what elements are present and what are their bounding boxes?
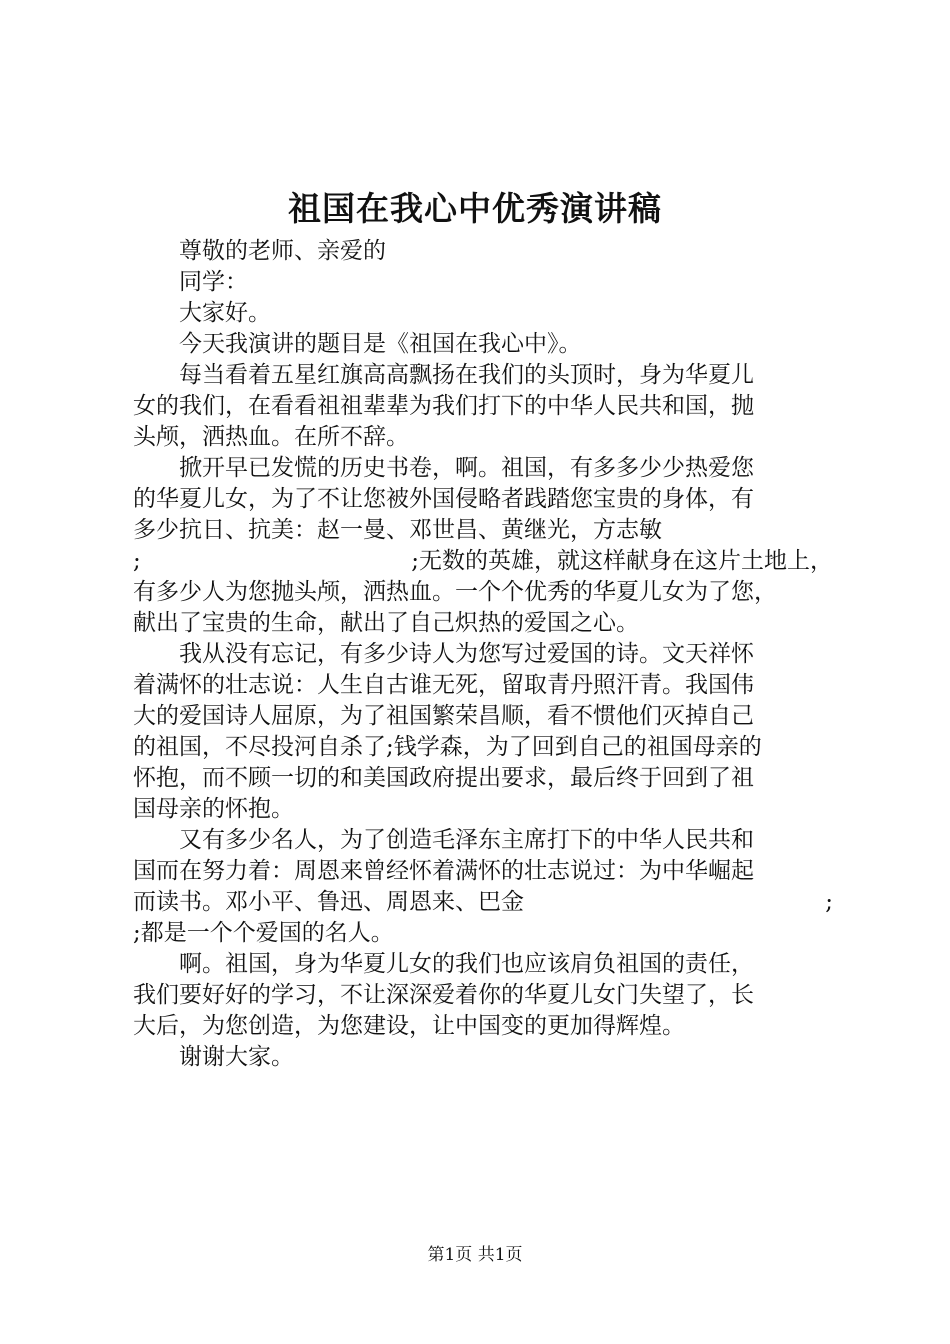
text-line: 尊敬的老师、亲爱的 — [179, 238, 386, 264]
text-line: 我从没有忘记，有多少诗人为您写过爱国的诗。文天祥怀 — [179, 641, 754, 667]
text-line: 国母亲的怀抱。 — [133, 796, 294, 822]
text-line: 大后，为您创造，为您建设，让中国变的更加得辉煌。 — [133, 1013, 685, 1039]
text-line: 女的我们，在看看祖祖辈辈为我们打下的中华人民共和国，抛 — [133, 393, 754, 419]
text-line: 怀抱，而不顾一切的和美国政府提出要求，最后终于回到了祖 — [133, 765, 754, 791]
text-fragment: ; — [825, 889, 833, 915]
text-line: 啊。祖国，身为华夏儿女的我们也应该肩负祖国的责任， — [179, 951, 754, 977]
text-line: 头颅，洒热血。在所不辞。 — [133, 424, 409, 450]
document-title: 祖国在我心中优秀演讲稿 — [288, 189, 662, 228]
text-line: 有多少人为您抛头颅，洒热血。一个个优秀的华夏儿女为了您， — [133, 579, 777, 605]
text-line: 每当看着五星红旗高高飘扬在我们的头顶时，身为华夏儿 — [179, 362, 754, 388]
text-line: 大的爱国诗人屈原，为了祖国繁荣昌顺，看不惯他们灭掉自己 — [133, 703, 754, 729]
text-line: 多少抗日、抗美：赵一曼、邓世昌、黄继光，方志敏 — [133, 517, 662, 543]
text-line: 谢谢大家。 — [179, 1044, 294, 1070]
text-line: 献出了宝贵的生命，献出了自己炽热的爱国之心。 — [133, 610, 639, 636]
text-line: 又有多少名人，为了创造毛泽东主席打下的中华人民共和 — [179, 827, 754, 853]
text-line: 大家好。 — [179, 300, 271, 326]
text-fragment: 而读书。邓小平、鲁迅、周恩来、巴金 — [133, 889, 524, 915]
text-line: 的祖国，不尽投河自杀了;钱学森，为了回到自己的祖国母亲的 — [133, 734, 762, 760]
text-line: 的华夏儿女，为了不让您被外国侵略者践踏您宝贵的身体，有 — [133, 486, 754, 512]
text-line-split — [133, 546, 833, 577]
text-line: 国而在努力着：周恩来曾经怀着满怀的壮志说过：为中华崛起 — [133, 858, 754, 884]
text-line: 着满怀的壮志说：人生自古谁无死，留取青丹照汗青。我国伟 — [133, 672, 754, 698]
text-line: 我们要好好的学习，不让深深爱着你的华夏儿女门失望了，长 — [133, 982, 754, 1008]
text-line-split — [133, 887, 833, 918]
text-line: 今天我演讲的题目是《祖国在我心中》。 — [179, 331, 582, 357]
text-line: ;都是一个个爱国的名人。 — [133, 920, 394, 946]
text-line: 同学： — [179, 269, 248, 295]
text-line: 掀开早已发慌的历史书卷，啊。祖国，有多多少少热爱您 — [179, 455, 754, 481]
text-fragment: ;无数的英雄，就这样献身在这片土地上， — [411, 548, 833, 574]
text-fragment: ; — [133, 548, 141, 574]
document-body — [133, 236, 833, 1073]
page-footer: 第1页 共1页 — [427, 1245, 523, 1265]
